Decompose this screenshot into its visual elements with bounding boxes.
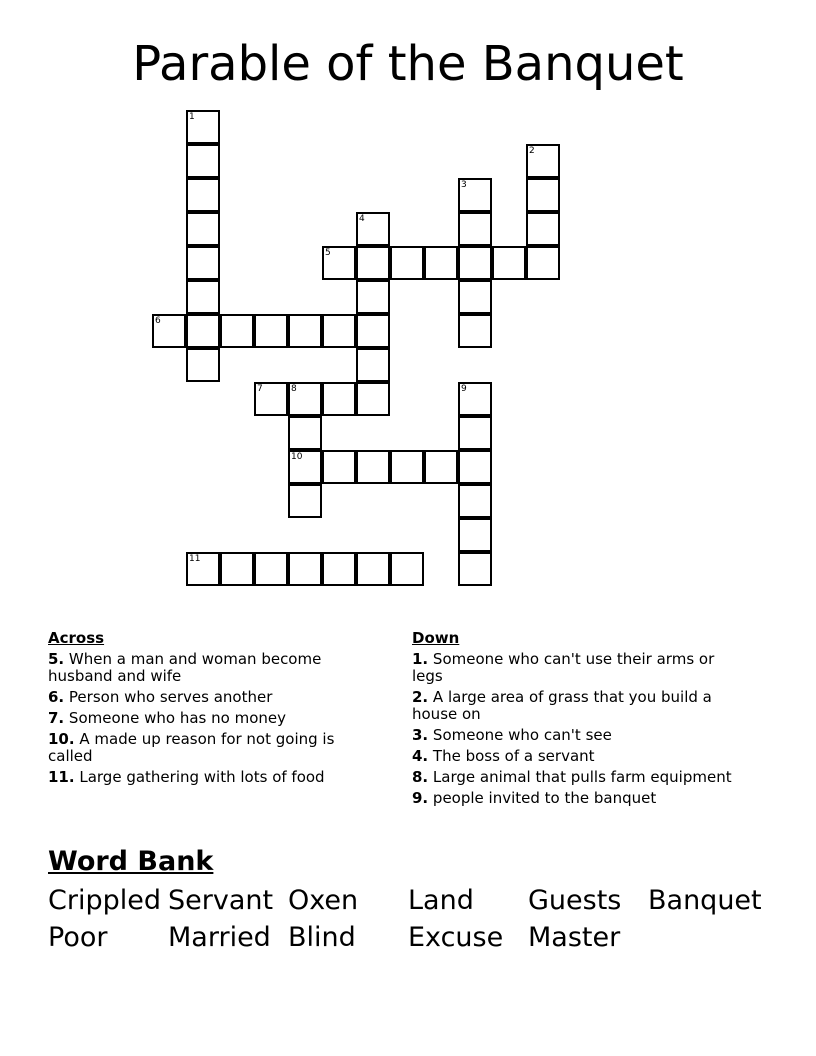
- down-clues: [412, 630, 742, 811]
- crossword-cell[interactable]: [356, 212, 390, 246]
- word-bank-item: Servant: [168, 885, 274, 916]
- word-bank-item: Banquet: [648, 885, 762, 916]
- clue-text: When a man and woman become husband and wife: [48, 650, 322, 685]
- crossword-cell[interactable]: [526, 178, 560, 212]
- crossword-cell[interactable]: [220, 314, 254, 348]
- crossword-cell[interactable]: [220, 552, 254, 586]
- cell-number: 10: [291, 452, 303, 462]
- word-bank-item: Excuse: [408, 922, 504, 953]
- cell-number: 6: [155, 316, 161, 326]
- crossword-cell[interactable]: [254, 552, 288, 586]
- crossword-cell[interactable]: [458, 416, 492, 450]
- clue-text: people invited to the banquet: [432, 789, 657, 807]
- across-clues: [48, 630, 378, 790]
- crossword-cell[interactable]: [458, 178, 492, 212]
- crossword-cell[interactable]: [526, 144, 560, 178]
- crossword-cell[interactable]: [186, 110, 220, 144]
- clue-down: [412, 748, 742, 765]
- crossword-cell[interactable]: [458, 518, 492, 552]
- crossword-cell[interactable]: [458, 314, 492, 348]
- crossword-cell[interactable]: [288, 314, 322, 348]
- clue-text: Someone who has no money: [68, 709, 286, 727]
- word-bank-item: Crippled: [48, 885, 161, 916]
- word-bank-item: Master: [528, 922, 621, 953]
- crossword-cell[interactable]: [390, 246, 424, 280]
- clue-across: [48, 769, 378, 786]
- crossword-cell[interactable]: [322, 314, 356, 348]
- crossword-cell[interactable]: [458, 450, 492, 484]
- crossword-cell[interactable]: [458, 484, 492, 518]
- crossword-cell[interactable]: [322, 552, 356, 586]
- cell-number: 11: [189, 554, 201, 564]
- clue-number: 8.: [412, 768, 429, 786]
- crossword-cell[interactable]: [356, 382, 390, 416]
- crossword-cell[interactable]: [356, 348, 390, 382]
- clue-down: [412, 651, 742, 685]
- clue-number: 2.: [412, 688, 429, 706]
- crossword-cell[interactable]: [186, 552, 220, 586]
- crossword-cell[interactable]: [424, 450, 458, 484]
- crossword-cell[interactable]: [356, 246, 390, 280]
- crossword-cell[interactable]: [458, 382, 492, 416]
- clue-text: Large animal that pulls farm equipment: [432, 768, 732, 786]
- clue-number: 9.: [412, 789, 429, 807]
- crossword-cell[interactable]: [458, 552, 492, 586]
- crossword-cell[interactable]: [288, 484, 322, 518]
- clue-across: [48, 651, 378, 685]
- crossword-cell[interactable]: [186, 144, 220, 178]
- crossword-cell[interactable]: [458, 280, 492, 314]
- crossword-cell[interactable]: [288, 416, 322, 450]
- crossword-cell[interactable]: [288, 552, 322, 586]
- clue-down: [412, 689, 742, 723]
- clue-down: [412, 727, 742, 744]
- cell-number: 1: [189, 112, 195, 122]
- clue-across: [48, 710, 378, 727]
- word-bank-item: Guests: [528, 885, 622, 916]
- clue-across: [48, 689, 378, 706]
- crossword-cell[interactable]: [186, 178, 220, 212]
- cell-number: 2: [529, 146, 535, 156]
- clue-text: The boss of a servant: [432, 747, 595, 765]
- clue-text: A large area of grass that you build a house on: [412, 688, 712, 723]
- crossword-cell[interactable]: [424, 246, 458, 280]
- word-bank-item: Poor: [48, 922, 108, 953]
- clue-number: 11.: [48, 768, 75, 786]
- crossword-cell[interactable]: [390, 450, 424, 484]
- cell-number: 8: [291, 384, 297, 394]
- crossword-cell[interactable]: [356, 552, 390, 586]
- crossword-cell[interactable]: [390, 552, 424, 586]
- crossword-cell[interactable]: [254, 382, 288, 416]
- cell-number: 5: [325, 248, 331, 258]
- clue-text: Large gathering with lots of food: [79, 768, 325, 786]
- crossword-cell[interactable]: [322, 450, 356, 484]
- crossword-cell[interactable]: [288, 382, 322, 416]
- crossword-cell[interactable]: [458, 212, 492, 246]
- crossword-cell[interactable]: [186, 212, 220, 246]
- clue-number: 1.: [412, 650, 429, 668]
- clue-number: 3.: [412, 726, 429, 744]
- crossword-cell[interactable]: [322, 246, 356, 280]
- clue-text: Someone who can't see: [432, 726, 612, 744]
- clue-number: 10.: [48, 730, 75, 748]
- crossword-cell[interactable]: [186, 280, 220, 314]
- clue-down: [412, 790, 742, 807]
- word-bank-heading: Word Bank: [48, 846, 214, 877]
- cell-number: 9: [461, 384, 467, 394]
- across-heading: Across: [48, 629, 105, 647]
- word-bank-item: Land: [408, 885, 474, 916]
- cell-number: 7: [257, 384, 263, 394]
- word-bank-item: Blind: [288, 922, 356, 953]
- crossword-cell[interactable]: [288, 450, 322, 484]
- cell-number: 3: [461, 180, 467, 190]
- crossword-cell[interactable]: [526, 212, 560, 246]
- crossword-cell[interactable]: [492, 246, 526, 280]
- cell-number: 4: [359, 214, 365, 224]
- crossword-cell[interactable]: [186, 314, 220, 348]
- word-bank: [48, 882, 768, 956]
- page-title: Parable of the Banquet: [132, 36, 684, 92]
- crossword-cell[interactable]: [322, 382, 356, 416]
- crossword-cell[interactable]: [526, 246, 560, 280]
- clue-across: [48, 731, 378, 765]
- clue-number: 5.: [48, 650, 65, 668]
- word-bank-item: Married: [168, 922, 271, 953]
- crossword-cell[interactable]: [186, 348, 220, 382]
- crossword-cell[interactable]: [356, 450, 390, 484]
- clue-down: [412, 769, 742, 786]
- crossword-cell[interactable]: [254, 314, 288, 348]
- clue-number: 6.: [48, 688, 65, 706]
- clue-number: 4.: [412, 747, 429, 765]
- down-heading: Down: [412, 629, 460, 647]
- crossword-cell[interactable]: [356, 314, 390, 348]
- clue-text: A made up reason for not going is called: [48, 730, 335, 765]
- clue-text: Person who serves another: [68, 688, 273, 706]
- crossword-cell[interactable]: [458, 246, 492, 280]
- clue-number: 7.: [48, 709, 65, 727]
- word-bank-item: Oxen: [288, 885, 359, 916]
- crossword-cell[interactable]: [152, 314, 186, 348]
- crossword-cell[interactable]: [356, 280, 390, 314]
- crossword-cell[interactable]: [186, 246, 220, 280]
- clue-text: Someone who can't use their arms or legs: [412, 650, 715, 685]
